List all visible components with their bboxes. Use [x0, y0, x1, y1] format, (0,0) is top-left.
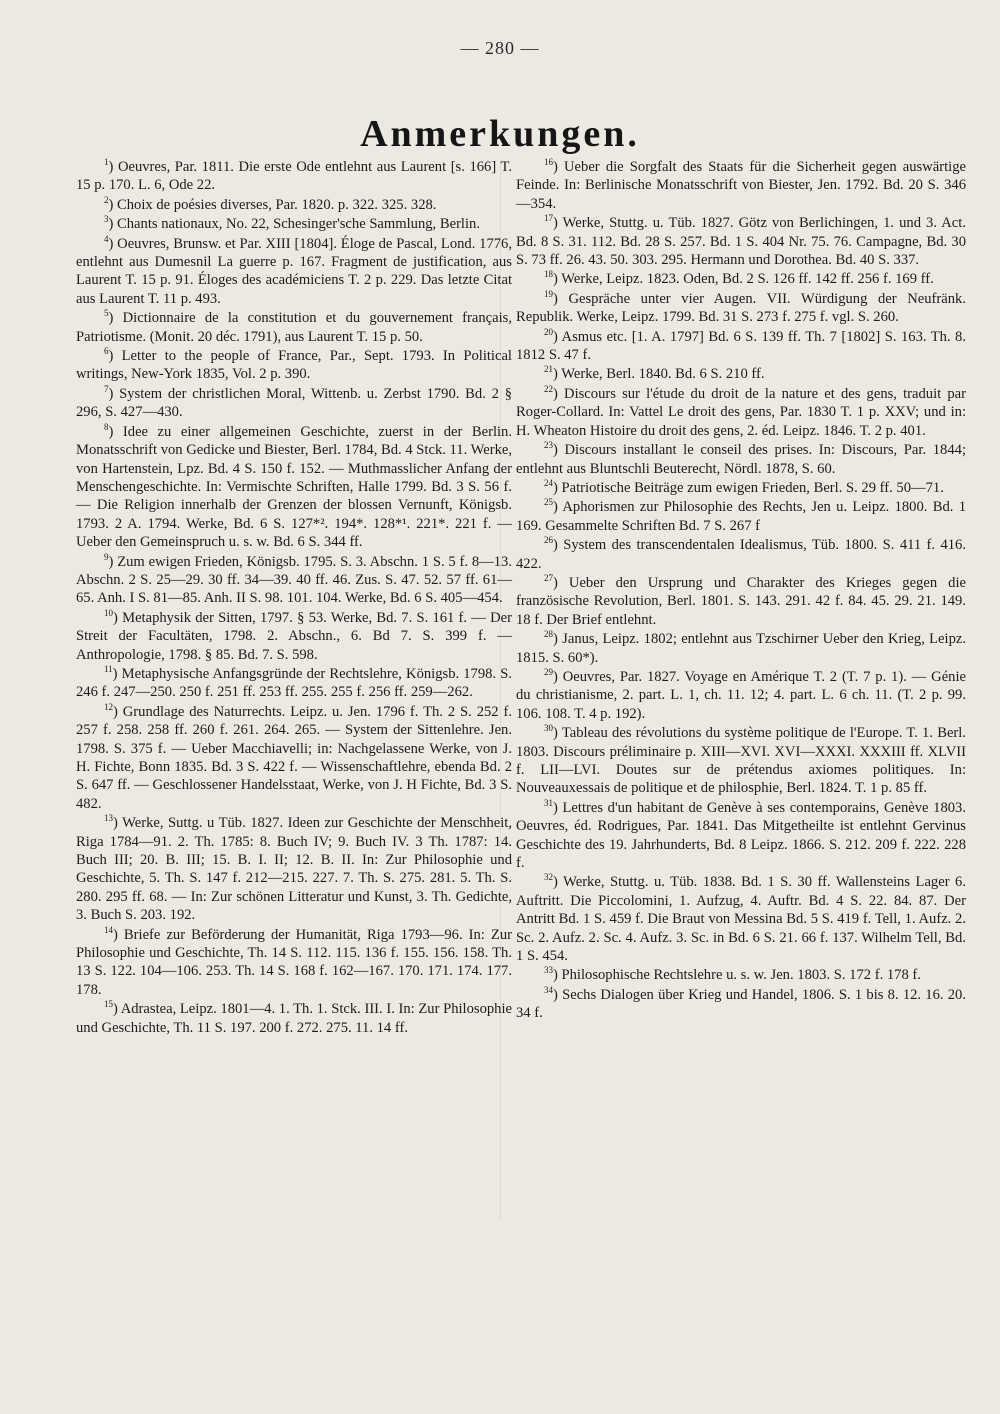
footnote-paren: )	[553, 799, 563, 816]
footnote-number: 28	[544, 629, 553, 640]
footnote-text: Werke, Suttg. u Tüb. 1827. Ideen zur Geschichte der Menschheit, Riga 1784—91. 2. Th. 1785: 8. Buch IV; 9. Buch IV. 3 Th. 1787: 14. Buch III; 20. B. III; 15. B. I. II; 12. B. II. In: Zur Philosophie und Geschichte, 5. Th. S. 147 f. 212—215. 227. 7. Th. S. 275. 281. 5. Th. S. 280. 295 ff. 68. — In: Zur schönen Litteratur und Kunst, 3. Th. Gedichte, 3. Buch S. 203. 192.	[76, 815, 512, 924]
footnote-text: Sechs Dialogen über Krieg und Handel, 1806. S. 1 bis 8. 12. 16. 20. 34 f.	[516, 986, 966, 1022]
page-number: — 280 —	[460, 38, 540, 58]
footnote	[76, 703, 512, 813]
footnote-number: 22	[544, 384, 553, 395]
footnote-paren: )	[113, 1001, 121, 1018]
footnote-number: 13	[104, 813, 113, 824]
footnote-number: 4	[104, 233, 109, 244]
footnote-paren: )	[553, 574, 569, 591]
footnote-text: Philosophische Rechtslehre u. s. w. Jen. 1803. S. 172 f. 178 f.	[561, 967, 921, 984]
footnote-text: Tableau des révolutions du système politique de l'Europe. T. 1. Berl. 1803. Discours préliminaire p. XIII—XVI. XVI—XXXI. XXXIII ff. XLVII f. LII—LVI. Doutes sur de prétendus axiomes politiques. In: Nouveauxessais de politique et de philosphie, Berl. 1824. T. 1 p. 85 ff.	[516, 725, 966, 797]
footnote	[516, 270, 966, 288]
footnote-text: Oeuvres, Par. 1811. Die erste Ode entlehnt aus Laurent [s. 166] T. 15 p. 170. L. 6, Ode 22.	[76, 159, 512, 194]
footnote-paren: )	[553, 499, 563, 516]
footnote-number: 11	[104, 664, 113, 675]
footnote-paren: )	[553, 668, 563, 685]
footnote-number: 31	[544, 797, 553, 808]
footnote-text: Metaphysik der Sitten, 1797. § 53. Werke, Bd. 7. S. 161 f. — Der Streit der Facultäten, 1798. 2. Abschn., 6. Bd 7. S. 399 f. — Anthropologie, 1798. § 85. Bd. 7. S. 598.	[76, 609, 512, 663]
footnote-number: 24	[544, 478, 553, 489]
footnote-paren: )	[113, 609, 123, 626]
footnote	[516, 214, 966, 269]
footnote	[516, 536, 966, 573]
footnote-number: 6	[104, 346, 109, 357]
footnote	[516, 498, 966, 535]
footnote-text: Werke, Berl. 1840. Bd. 6 S. 210 ff.	[561, 366, 765, 383]
footnote-paren: )	[553, 328, 562, 345]
footnote-number: 30	[544, 723, 553, 734]
notes-column-left	[76, 158, 512, 1038]
footnote	[76, 385, 512, 422]
footnote-number: 1	[104, 157, 109, 168]
footnote-number: 23	[544, 440, 553, 451]
footnote-text: Idee zu einer allgemeinen Geschichte, zuerst in der Berlin. Monatsschrift von Gedicke und Biester, Berl. 1784, Bd. 4 Stck. 11. Werke, von Hartenstein, Lpz. Bd. 4 S. 150 f. 152. — Muthmasslicher Anfang der Menschengeschichte. In: Vermischte Schriften, Halle 1799. Bd. 3 S. 56 f. — Die Religion innerhalb der Grenzen der blossen Vernunft, Königsb. 1793. 2 A. 1794. Werke, Bd. 6 S. 127*². 194*. 128*¹. 221*. 221 f. — Ueber den Gemeinspruch u. s. w. Bd. 6 S. 344 ff.	[76, 423, 512, 551]
footnote-text: System des transcendentalen Idealismus, Tüb. 1800. S. 411 f. 416. 422.	[516, 537, 966, 572]
footnote-number: 9	[104, 551, 109, 562]
footnote-paren: )	[113, 703, 123, 720]
footnote-text: Choix de poésies diverses, Par. 1820. p. 322. 325. 328.	[117, 196, 437, 213]
footnote-paren: )	[553, 366, 562, 383]
footnote-number: 7	[104, 384, 109, 395]
footnote-number: 34	[544, 985, 553, 996]
footnote	[516, 630, 966, 667]
footnote-number: 12	[104, 701, 113, 712]
page-title: Anmerkungen.	[360, 113, 640, 155]
footnote-paren: )	[108, 553, 118, 570]
footnote-text: Letter to the people of France, Par., Sept. 1793. In Political writings, New-York 1835, Vol. 2 p. 390.	[76, 348, 512, 383]
footnote-text: Oeuvres, Par. 1827. Voyage en Amérique T. 2 (T. 7 p. 1). — Génie du christianisme, 2. part. L. 1, ch. 11. 12; 4. part. L. 6 ch. 11. (T. 2 p. 99. 106. 108. T. 4 p. 192).	[516, 668, 966, 722]
footnote-number: 16	[544, 157, 553, 168]
footnote-number: 15	[104, 999, 113, 1010]
footnote-text: Discours sur l'étude du droit de la nature et des gens, traduit par Roger-Collard. In: Vattel Le droit des gens, Par. 1830 T. 1 p. XXV; und in: H. Wheaton Histoire du droit des gens, 2. éd. Leipz. 1846. T. 2 p. 401.	[516, 385, 967, 439]
footnote	[76, 196, 512, 214]
footnote-paren: )	[553, 986, 563, 1003]
footnote	[76, 665, 512, 702]
footnote-number: 3	[104, 214, 109, 225]
footnote-text: Lettres d'un habitant de Genève à ses contemporains, Genève 1803. Oeuvres, éd. Rodrigues, Par. 1841. Das Mitgetheilte ist entlehnt Gervinus Geschichte des 19. Jahrhunderts, Bd. 8 Leipz. 1866. S. 212. 209 f. 222. 228 f.	[516, 799, 966, 872]
footnote-text: Werke, Stuttg. u. Tüb. 1827. Götz von Berlichingen, 1. und 3. Act. Bd. 8 S. 31. 112. Bd. 28 S. 257. Bd. 1 S. 404 Nr. 75. 76. Campagne, Bd. 30 S. 73 ff. 26. 43. 50. 303. 295. Hermann und Dorothea. Bd. 40 S. 337.	[516, 215, 966, 269]
footnote	[516, 365, 966, 383]
footnote	[76, 158, 512, 195]
footnote-number: 33	[544, 965, 553, 976]
footnote-text: System der christlichen Moral, Wittenb. u. Zerbst 1790. Bd. 2 § 296, S. 427—430.	[76, 385, 512, 421]
footnote-number: 18	[544, 269, 553, 280]
footnote-paren: )	[108, 423, 123, 440]
footnote-paren: )	[553, 537, 564, 554]
footnote-paren: )	[553, 725, 562, 742]
footnote-paren: )	[553, 290, 569, 307]
footnote	[76, 814, 512, 924]
footnote-paren: )	[553, 479, 562, 496]
footnote	[516, 158, 966, 213]
footnote	[516, 668, 966, 723]
footnote	[516, 441, 966, 478]
footnote	[76, 423, 512, 552]
footnote-paren: )	[553, 967, 562, 984]
footnote-paren: )	[108, 235, 118, 252]
footnote-text: Metaphysische Anfangsgründe der Rechtslehre, Königsb. 1798. S. 246 f. 247—250. 250 f. 251 ff. 253 ff. 255. 255 f. 256 ff. 259—262.	[76, 665, 512, 701]
footnote-number: 21	[544, 364, 553, 375]
footnote-paren: )	[553, 874, 564, 891]
footnote-text: Werke, Leipz. 1823. Oden, Bd. 2 S. 126 ff. 142 ff. 256 f. 169 ff.	[561, 271, 934, 288]
footnote	[516, 873, 966, 965]
footnote-number: 25	[544, 497, 553, 508]
footnote	[76, 215, 512, 233]
footnote	[516, 479, 966, 497]
footnote	[516, 328, 966, 365]
footnote-text: Discours installant le conseil des prises. In: Discours, Par. 1844; entlehnt aus Bluntschli Beuterecht, Nördl. 1878, S. 60.	[516, 442, 966, 477]
footnote	[516, 799, 966, 873]
footnote-paren: )	[553, 215, 563, 232]
footnote-paren: )	[108, 348, 122, 365]
footnote	[76, 235, 512, 309]
footnote-paren: )	[108, 196, 118, 213]
footnote-paren: )	[108, 385, 120, 402]
footnote-number: 20	[544, 326, 553, 337]
footnote-paren: )	[113, 926, 124, 943]
footnote-text: Dictionnaire de la constitution et du gouvernement français, Patriotisme. (Monit. 20 déc. 1791), aus Laurent T. 15 p. 50.	[76, 310, 512, 345]
footnote-number: 2	[104, 194, 109, 205]
footnote-number: 5	[104, 308, 109, 319]
footnote-number: 27	[544, 573, 553, 584]
footnote-text: Adrastea, Leipz. 1801—4. 1. Th. 1. Stck. III. I. In: Zur Philosophie und Geschichte, Th. 11 S. 197. 200 f. 272. 275. 11. 14 ff.	[76, 1001, 513, 1036]
footnote	[76, 347, 512, 384]
footnote	[516, 385, 966, 440]
footnote-paren: )	[108, 310, 123, 327]
footnote-paren: )	[553, 631, 563, 648]
footnote-text: Gespräche unter vier Augen. VII. Würdigung der Neufränk. Republik. Werke, Leipz. 1799. Bd. 31 S. 273 f. 275 f. vgl. S. 260.	[516, 290, 966, 326]
footnote	[516, 966, 966, 984]
footnote-text: Oeuvres, Brunsw. et Par. XIII [1804]. Éloge de Pascal, Lond. 1776, entlehnt aus Dumesnil La guerre p. 167. Fragment de justification, aus Laurent T. 15 p. 91. Éloges des académiciens T. 2 p. 229. Das letzte Citat aus Laurent T. 11 p. 493.	[76, 235, 512, 307]
footnote-paren: )	[553, 385, 565, 402]
footnote-paren: )	[553, 442, 565, 459]
footnote	[76, 553, 512, 608]
footnote-text: Aphorismen zur Philosophie des Rechts, Jen u. Leipz. 1800. Bd. 1 169. Gesammelte Schriften Bd. 7 S. 267 f	[516, 499, 966, 534]
footnote-text: Patriotische Beiträge zum ewigen Frieden, Berl. S. 29 ff. 50—71.	[561, 479, 944, 496]
footnote-number: 10	[104, 607, 113, 618]
footnote-paren: )	[553, 159, 565, 175]
footnote-number: 19	[544, 288, 553, 299]
footnote-text: Zum ewigen Frieden, Königsb. 1795. S. 3. Abschn. 1 S. 5 f. 8—13. Abschn. 2 S. 25—29. 30 ff. 34—39. 40 ff. 46. Zus. S. 47. 52. 57 ff. 61—65. Anh. I S. 81—85. Anh. II S. 98. 101. 104. Werke, Bd. 6 S. 405—454.	[76, 553, 512, 607]
footnote-text: Ueber die Sorgfalt des Staats für die Sicherheit gegen auswärtige Feinde. In: Berlinische Monatsschrift von Biester, Jen. 1792. Bd. 20 S. 346—354.	[516, 159, 966, 212]
footnote	[516, 290, 966, 327]
footnote-text: Ueber den Ursprung und Charakter des Krieges gegen die französische Revolution, Berl. 1801. S. 143. 291. 42 f. 84. 45. 29. 21. 149. 18 f. Der Brief entlehnt.	[516, 574, 966, 628]
footnote-text: Janus, Leipz. 1802; entlehnt aus Tzschirner Ueber den Krieg, Leipz. 1815. S. 60*).	[516, 631, 966, 666]
footnote-text: Asmus etc. [1. A. 1797] Bd. 6 S. 139 ff. Th. 7 [1802] S. 163. Th. 8. 1812 S. 47 f.	[516, 328, 967, 364]
footnote-number: 8	[104, 421, 109, 432]
footnote	[516, 574, 966, 629]
footnote-paren: )	[112, 665, 122, 682]
footnote	[76, 309, 512, 346]
footnote-number: 14	[104, 924, 113, 935]
footnote-text: Grundlage des Naturrechts. Leipz. u. Jen. 1796 f. Th. 2 S. 252 f. 257 f. 258. 258 ff. 260 f. 261. 264. 265. — System der Sittenlehre. Jen. 1798. S. 375 f. — Ueber Macchiavelli; in: Nachgelassene Werke, von J. H. Fichte, Bonn 1835. Bd. 3 S. 422 f. — Wissenschaftlehre, ebenda Bd. 2 S. 647 ff. — Geschlossener Handelsstaat, Werke, von J. H Fichte, Bd. 3 S. 482.	[76, 703, 512, 812]
footnote	[516, 724, 966, 798]
footnote	[76, 1000, 512, 1037]
footnote-number: 32	[544, 872, 553, 883]
footnote-paren: )	[553, 271, 562, 288]
footnote-paren: )	[108, 159, 118, 175]
notes-column-right	[516, 158, 966, 1024]
footnote	[76, 609, 512, 664]
footnote-text: Werke, Stuttg. u. Tüb. 1838. Bd. 1 S. 30 ff. Wallensteins Lager 6. Auftritt. Die Piccolomini, 1. Aufzug, 4. Auftr. Bd. 4 S. 22. 84. 87. Der Antritt Bd. 1 S. 459 f. Die Braut von Messina Bd. 5 S. 419 f. Tell, 1. Aufz. 2. Sc. 2. Aufz. 2. Sc. 4. Aufz. 3. Sc. in Bd. 6 S. 21. 66 f. 137. Wilhelm Tell, Bd. 1 S. 454.	[516, 874, 967, 965]
footnote-number: 17	[544, 213, 553, 224]
footnote-paren: )	[113, 815, 123, 832]
footnote-paren: )	[108, 216, 118, 233]
footnote-text: Briefe zur Beförderung der Humanität, Riga 1793—96. In: Zur Philosophie und Geschichte, Th. 14 S. 112. 115. 136 f. 155. 156. 158. Th. 13 S. 122. 104—106. 253. Th. 14 S. 168 f. 162—167. 170. 171. 174. 177. 178.	[76, 926, 512, 998]
footnote-number: 26	[544, 535, 553, 546]
footnote	[516, 986, 966, 1023]
footnote-text: Chants nationaux, No. 22, Schesinger'sche Sammlung, Berlin.	[117, 216, 480, 233]
footnote	[76, 926, 512, 1000]
footnote-number: 29	[544, 667, 553, 678]
